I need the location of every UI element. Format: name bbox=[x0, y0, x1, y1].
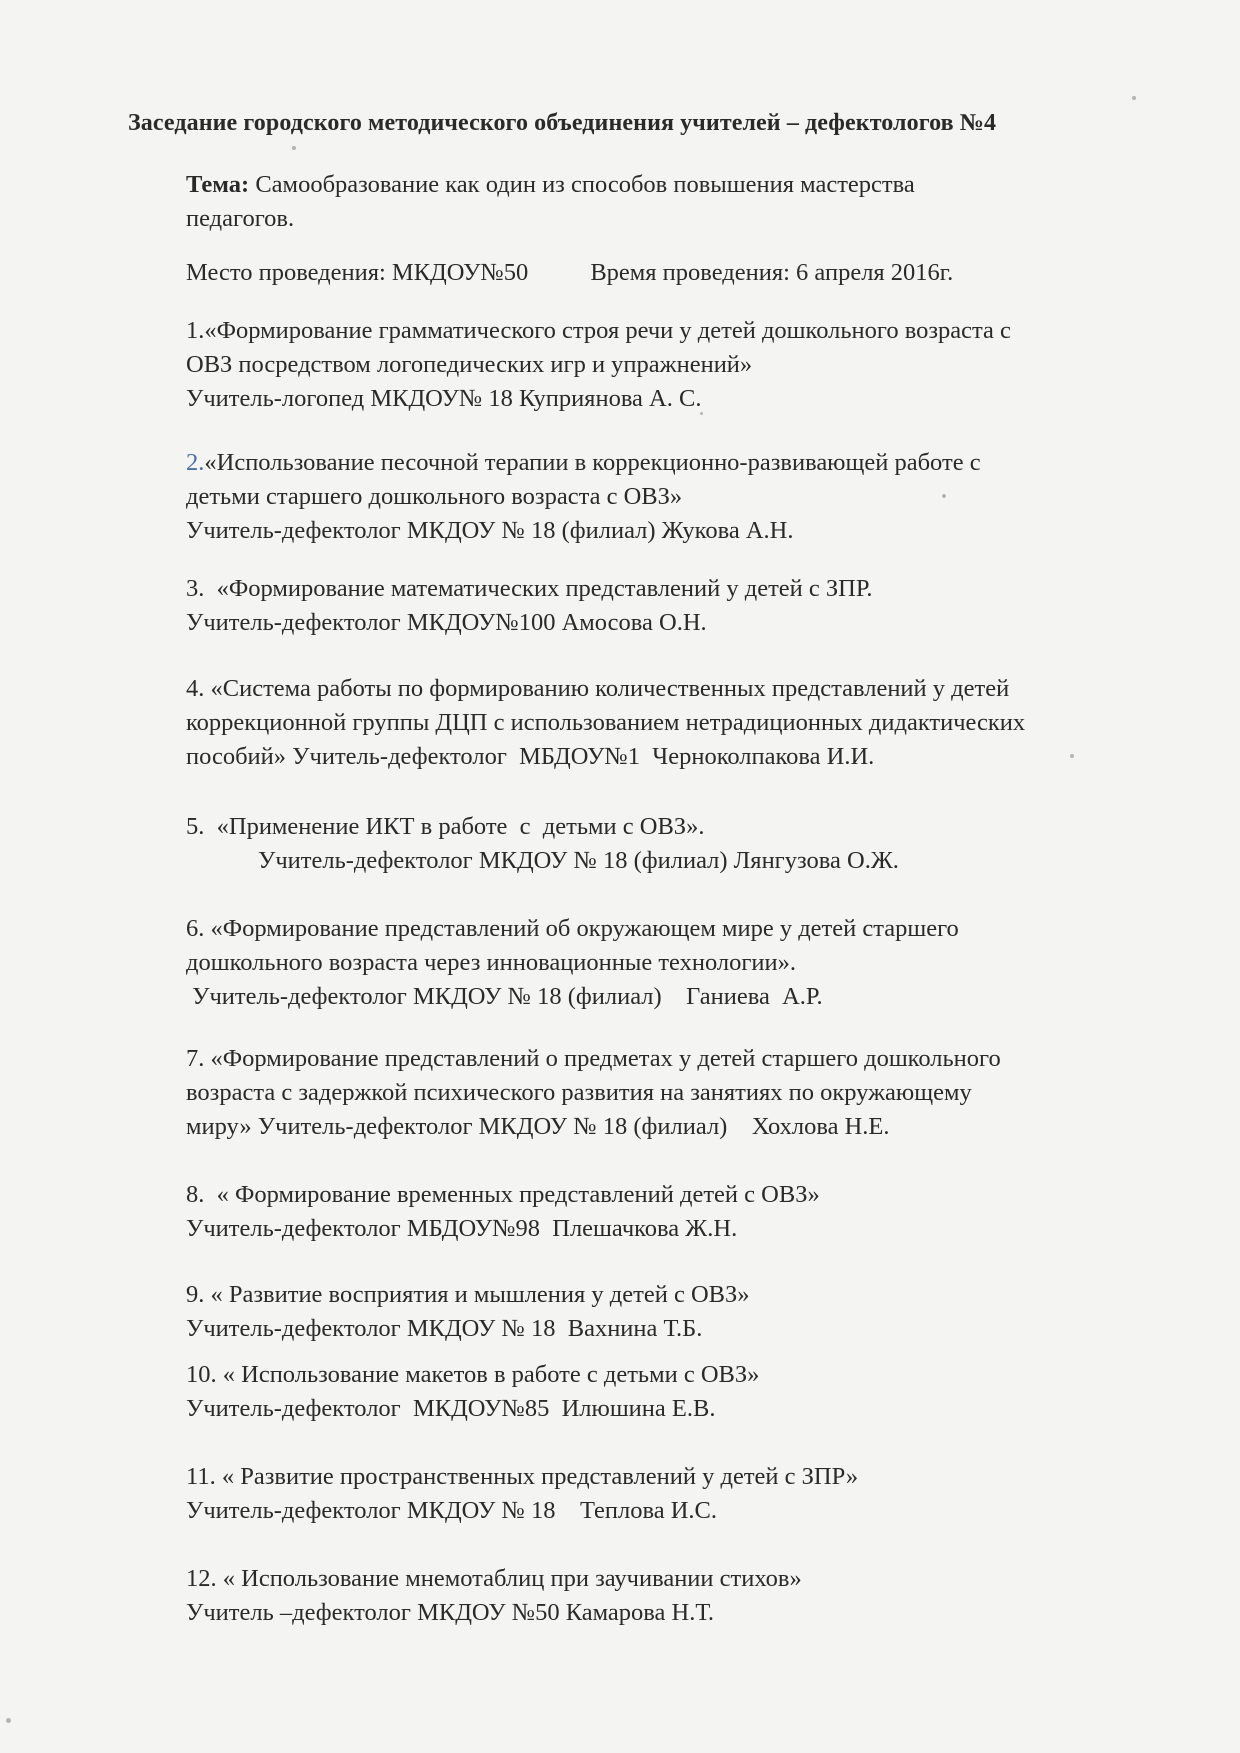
item-line: « Использование макетов в работе с детьми с ОВЗ» bbox=[216, 1361, 760, 1388]
agenda-item-11 bbox=[186, 1460, 858, 1528]
item-speaker: Учитель-дефектолог МКДОУ № 18 (филиал) Лянгузова О.Ж. bbox=[258, 847, 899, 874]
item-number: 4. bbox=[186, 675, 205, 702]
agenda-item-4 bbox=[186, 672, 1025, 774]
item-line: ОВЗ посредством логопедических игр и упражнений» bbox=[186, 351, 753, 378]
item-line: «Формирование представлений об окружающем мире у детей старшего bbox=[204, 915, 959, 942]
item-speaker: миру» Учитель-дефектолог МКДОУ № 18 (филиал) Хохлова Н.Е. bbox=[186, 1113, 890, 1140]
topic-line-1 bbox=[186, 168, 915, 202]
item-number: 6. bbox=[186, 915, 205, 942]
item-number: 12. bbox=[186, 1565, 217, 1592]
scan-speck bbox=[292, 146, 296, 150]
item-speaker: Учитель-дефектолог МБДОУ№98 Плешачкова Ж.Н. bbox=[186, 1215, 738, 1242]
item-speaker: пособий» Учитель-дефектолог МБДОУ№1 Черноколпакова И.И. bbox=[186, 743, 875, 770]
item-line: коррекционной группы ДЦП с использованием нетрадиционных дидактических bbox=[186, 709, 1026, 736]
item-speaker: Учитель-дефектолог МКДОУ№100 Амосова О.Н. bbox=[186, 609, 707, 636]
item-number: 7. bbox=[186, 1045, 205, 1072]
item-speaker: Учитель-дефектолог МКДОУ№85 Илюшина Е.В. bbox=[186, 1395, 716, 1422]
venue-block bbox=[186, 256, 1186, 290]
scan-speck bbox=[942, 494, 946, 498]
agenda-item-12 bbox=[186, 1562, 802, 1630]
scan-speck bbox=[1070, 754, 1074, 758]
item-line: «Система работы по формированию количественных представлений у детей bbox=[204, 675, 1010, 702]
agenda-item-7 bbox=[186, 1042, 1001, 1144]
agenda-item-5 bbox=[186, 810, 899, 878]
topic-block bbox=[186, 168, 915, 236]
item-line: « Развитие восприятия и мышления у детей с ОВЗ» bbox=[204, 1281, 750, 1308]
item-number: 5. bbox=[186, 813, 205, 840]
venue-time: Время проведения: 6 апреля 2016г. bbox=[590, 259, 954, 286]
item-speaker: Учитель-дефектолог МКДОУ № 18 Вахнина Т.Б. bbox=[186, 1315, 703, 1342]
item-number: 2. bbox=[186, 449, 205, 476]
item-speaker: Учитель –дефектолог МКДОУ №50 Камарова Н.Т. bbox=[186, 1599, 714, 1626]
item-line: «Формирование грамматического строя речи у детей дошкольного возраста с bbox=[204, 317, 1011, 344]
topic-line-2: педагогов. bbox=[186, 205, 295, 232]
agenda-item-3 bbox=[186, 572, 873, 640]
document-title: Заседание городского методического объединения учителей – дефектологов №4 bbox=[128, 110, 997, 136]
venue-place: Место проведения: МКДОУ№50 bbox=[186, 259, 529, 286]
item-line: «Применение ИКТ в работе с детьми с ОВЗ». bbox=[204, 813, 705, 840]
item-number: 3. bbox=[186, 575, 205, 602]
item-speaker: Учитель-дефектолог МКДОУ № 18 (филиал) Жукова А.Н. bbox=[186, 517, 794, 544]
agenda-item-10 bbox=[186, 1358, 759, 1426]
venue-line bbox=[186, 256, 1186, 290]
agenda-item-6 bbox=[186, 912, 959, 1014]
scan-speck bbox=[700, 412, 703, 415]
item-line: возраста с задержкой психического развития на занятиях по окружающему bbox=[186, 1079, 972, 1106]
item-line: «Формирование представлений о предметах у детей старшего дошкольного bbox=[204, 1045, 1001, 1072]
agenda-item-9 bbox=[186, 1278, 750, 1346]
item-speaker: Учитель-дефектолог МКДОУ № 18 (филиал) Ганиева А.Р. bbox=[186, 983, 823, 1010]
item-number: 10. bbox=[186, 1361, 217, 1388]
item-line: «Использование песочной терапии в коррекционно-развивающей работе с bbox=[204, 449, 981, 476]
topic-label: Тема: bbox=[186, 171, 250, 198]
item-speaker: Учитель-дефектолог МКДОУ № 18 Теплова И.С. bbox=[186, 1497, 717, 1524]
scan-speck bbox=[1132, 96, 1136, 100]
item-number: 1. bbox=[186, 317, 205, 344]
item-number: 11. bbox=[186, 1463, 216, 1490]
item-number: 8. bbox=[186, 1181, 205, 1208]
item-line: детьми старшего дошкольного возраста с ОВЗ» bbox=[186, 483, 683, 510]
item-line: « Развитие пространственных представлений у детей с ЗПР» bbox=[215, 1463, 859, 1490]
item-line: « Использование мнемотаблиц при заучивании стихов» bbox=[216, 1565, 802, 1592]
item-line: « Формирование временных представлений детей с ОВЗ» bbox=[204, 1181, 820, 1208]
item-line: дошкольного возраста через инновационные технологии». bbox=[186, 949, 797, 976]
agenda-item-1 bbox=[186, 314, 1011, 416]
item-number: 9. bbox=[186, 1281, 205, 1308]
agenda-item-8 bbox=[186, 1178, 820, 1246]
item-line: «Формирование математических представлений у детей с ЗПР. bbox=[204, 575, 873, 602]
agenda-item-2 bbox=[186, 446, 981, 548]
item-speaker: Учитель-логопед МКДОУ№ 18 Куприянова А. С. bbox=[186, 385, 702, 412]
scan-speck bbox=[6, 1718, 11, 1723]
topic-text: Самообразование как один из способов повышения мастерства bbox=[249, 171, 915, 198]
